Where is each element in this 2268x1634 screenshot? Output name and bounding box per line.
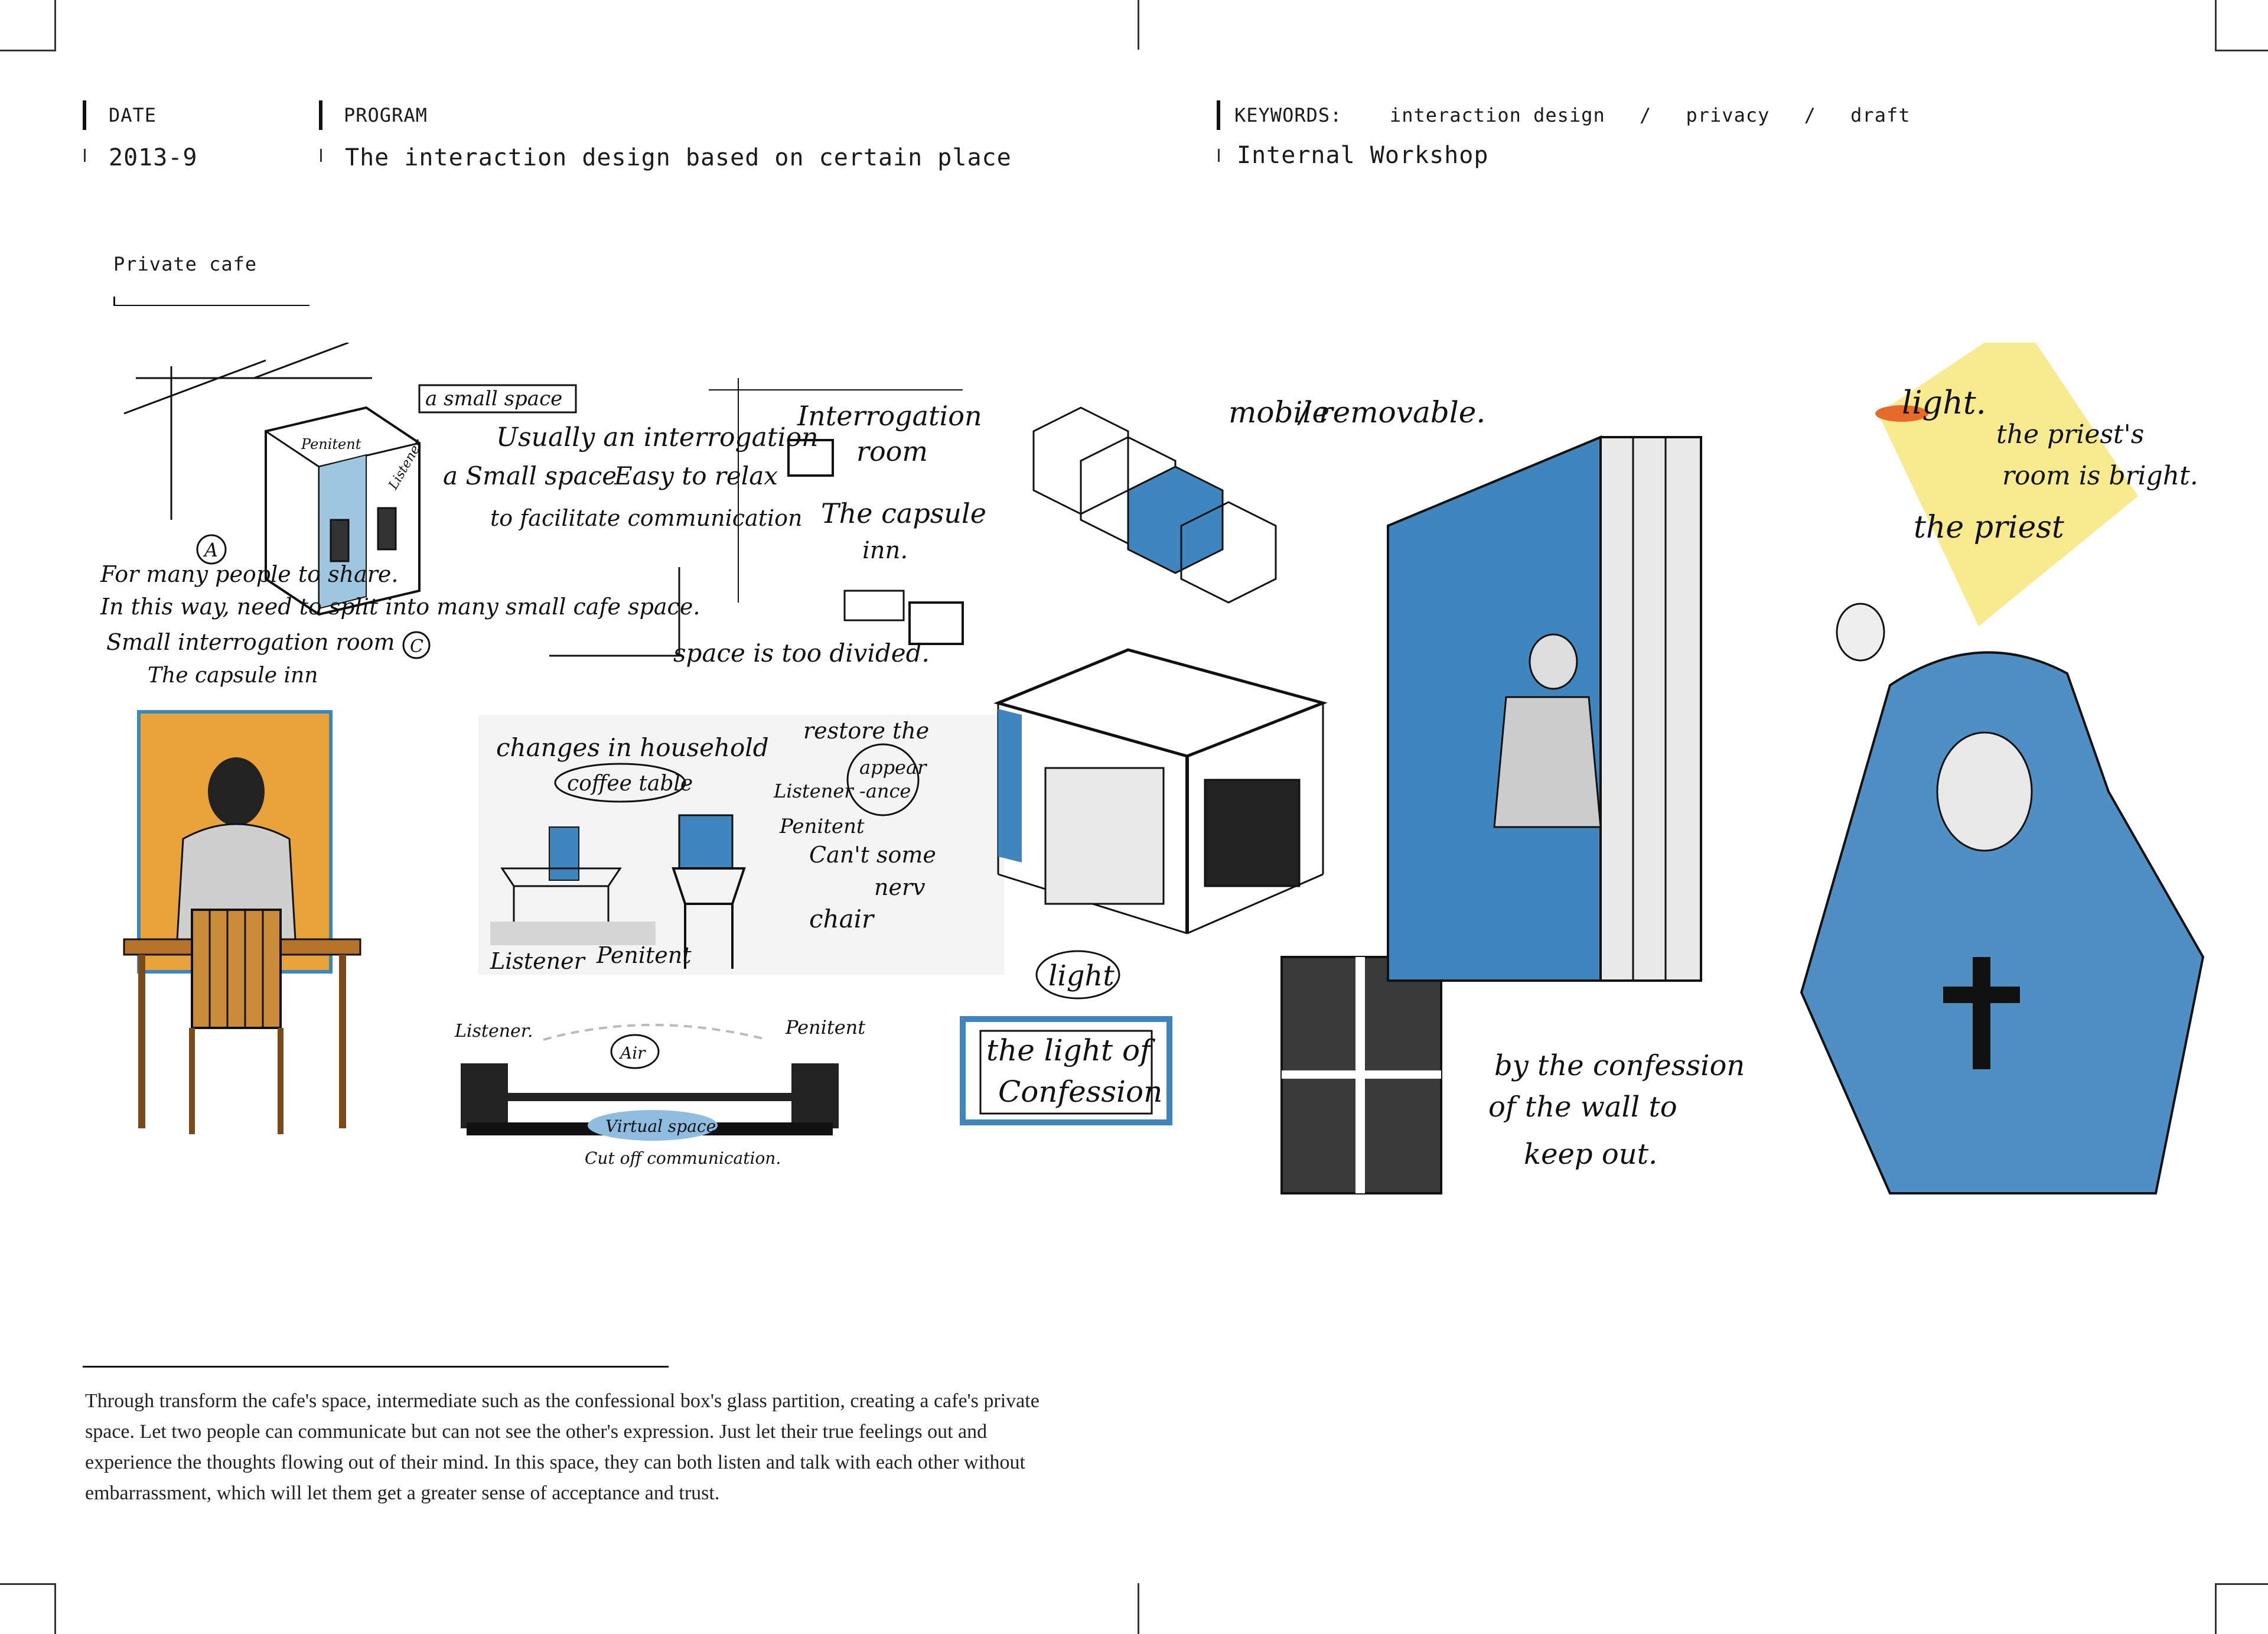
date-label: DATE [109, 104, 157, 126]
note-removable: / removable. [1299, 395, 1486, 429]
note-listener-3: Listener [490, 948, 585, 974]
keyword-separator: / [1639, 104, 1652, 126]
note-priest-room-2: room is bright. [2002, 461, 2198, 491]
keyword-separator: / [1804, 104, 1816, 126]
note-mobile: mobile [1228, 395, 1330, 429]
program-value-tick [320, 149, 322, 162]
note-split-1: For many people to share. [100, 561, 399, 587]
note-marker-c: C [410, 636, 423, 657]
keyword-privacy: privacy [1686, 104, 1770, 126]
keywords-row [1234, 104, 1910, 126]
note-capsule-2: inn. [862, 537, 908, 564]
panel-mobile-kiosk [998, 408, 1323, 933]
note-split-2: In this way, need to split into many small cafe space. [100, 594, 700, 620]
note-interrogation-3: to facilitate communication [490, 505, 803, 531]
panel-virtual-space [454, 1016, 865, 1168]
panel-booth-notes [100, 378, 986, 688]
note-appearance-2: -ance [859, 780, 911, 802]
note-penitent-4: Penitent [786, 1016, 866, 1039]
crop-mark-bottom-right-h [2215, 1583, 2268, 1585]
section-title: Private cafe [113, 253, 258, 275]
caption-rule [83, 1366, 669, 1368]
note-interrogation-room-2: room [856, 435, 928, 467]
keyword-interaction-design: interaction design [1389, 104, 1605, 126]
section-rule [113, 305, 309, 306]
note-penitent: Penitent [301, 436, 361, 453]
event-tick [1218, 149, 1220, 162]
note-capsule-1: The capsule [821, 497, 986, 529]
note-penitent-2: Penitent [780, 815, 865, 838]
note-interrogation-room-1: Interrogation [797, 400, 982, 432]
note-marker-a: A [204, 539, 219, 561]
note-restore: restore the [803, 718, 930, 744]
note-light: light [1048, 959, 1115, 992]
note-listener-2: Listener [774, 780, 853, 802]
caption-text: Through transform the cafe's space, intermediate such as the confessional box's glass partition, creating a cafe's private space. Let two people can communicate but can not see the other's expression. Just let their true feelings out and experience the thoughts flowing out of their mind. In this space, they can both listen and talk with each other without embarrassment, which will let them get a greater sense of acceptance and trust. [85, 1390, 1040, 1504]
crop-mark-bottom-left-v [54, 1583, 56, 1634]
note-nerv: nerv [874, 874, 926, 900]
note-priest-room-1: the priest's [1996, 419, 2145, 450]
note-listener: Listener [386, 437, 426, 492]
keyword-draft: draft [1850, 104, 1911, 126]
note-listener-4: Listener. [455, 1021, 533, 1041]
date-value-tick [84, 149, 86, 162]
crop-mark-bottom-center [1138, 1583, 1139, 1634]
note-light-of-1: the light of [986, 1033, 1151, 1067]
keywords-label: KEYWORDS: [1234, 104, 1342, 126]
program-bar [319, 100, 322, 130]
date-bar [83, 100, 86, 130]
note-confession-3: keep out. [1524, 1138, 1658, 1171]
panel-household-changes [478, 715, 1004, 975]
note-small-space: a small space [425, 387, 563, 411]
note-appearance-1: appear [859, 756, 927, 779]
note-interrogation-1: Usually an interrogation [496, 422, 819, 453]
keywords-bar [1217, 100, 1220, 130]
program-label: PROGRAM [344, 104, 428, 126]
note-penitent-3: Penitent [597, 942, 692, 968]
panel-light-confession [963, 951, 1441, 1193]
note-household: changes in household [496, 733, 769, 762]
crop-mark-bottom-right-v [2215, 1583, 2217, 1634]
note-split-3: Small interrogation room [106, 629, 395, 655]
note-space-divided: space is too divided. [673, 639, 930, 668]
note-cant-some: Can't some [809, 842, 936, 868]
note-air: Air [620, 1043, 646, 1063]
note-confession-1: by the confession [1494, 1049, 1745, 1082]
note-coffee-table: coffee table [567, 772, 693, 796]
crop-mark-top-right-v [2215, 0, 2217, 51]
crop-mark-top-left-h [0, 50, 54, 51]
note-interrogation-2b: Easy to relax [614, 461, 778, 490]
event-name: Internal Workshop [1237, 142, 1489, 169]
note-cut-off: Cut off communication. [585, 1148, 781, 1168]
note-light-of-2: Confession [998, 1075, 1163, 1109]
note-interrogation-2: a Small space [443, 461, 617, 490]
note-confession-2: of the wall to [1488, 1091, 1677, 1124]
note-split-4: The capsule inn [148, 663, 318, 688]
note-chair: chair [809, 904, 874, 933]
crop-mark-top-left-v [54, 0, 56, 51]
crop-mark-bottom-left-h [0, 1583, 54, 1585]
crop-mark-top-center [1138, 0, 1139, 50]
date-value: 2013-9 [109, 144, 198, 171]
note-the-priest: the priest [1914, 510, 2064, 545]
sketch-collage [89, 343, 2215, 1217]
panel-person-orange-table [124, 712, 360, 1134]
program-value: The interaction design based on certain place [345, 144, 1012, 171]
note-virtual-space: Virtual space [605, 1117, 716, 1136]
crop-mark-top-right-h [2215, 50, 2268, 51]
note-light-top: light. [1902, 384, 1986, 421]
